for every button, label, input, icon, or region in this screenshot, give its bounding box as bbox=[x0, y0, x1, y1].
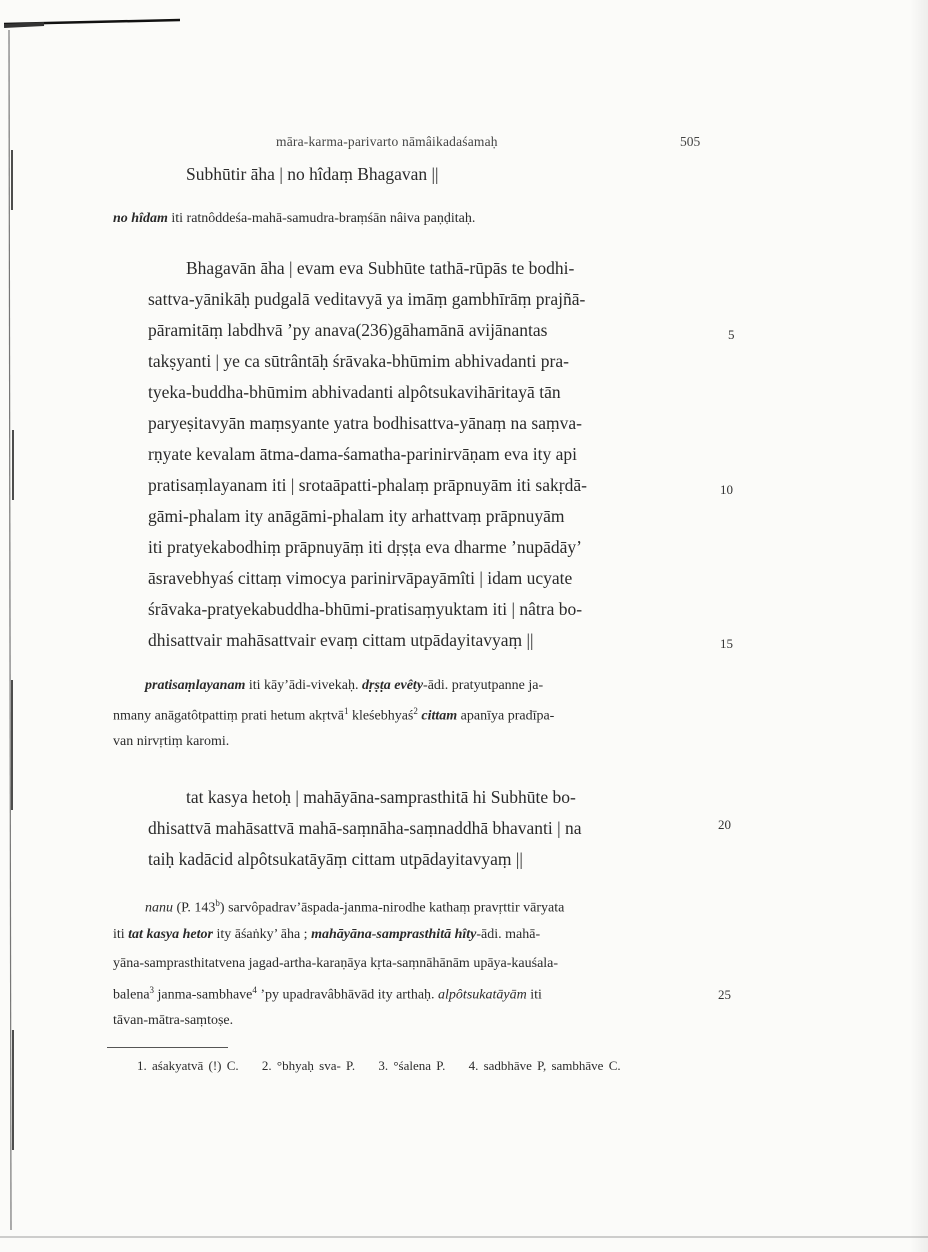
commentary-line bbox=[113, 927, 540, 943]
main-text-line: dhisattvā mahāsattvā mahā-saṃnāha-saṃnaddhā bhavanti | na bbox=[148, 818, 582, 838]
main-text-line: sattva-yānikāḥ pudgalā veditavyā ya imāṃ gambhīrāṃ prajñā- bbox=[148, 289, 586, 309]
main-text-line: pāramitāṃ labdhvā ’py anava(236)gāhamānā avijānantas bbox=[148, 320, 548, 340]
commentary-line: yāna-samprasthitatvena jagad-artha-karaṇāya kṛta-saṃnāhānām upāya-kauśala- bbox=[113, 956, 559, 971]
commentary-term: cittam bbox=[421, 708, 458, 724]
commentary-text: (P. 143 bbox=[173, 900, 216, 916]
chapter-title: māra-karma-parivarto nāmâikadaśamaḥ bbox=[276, 134, 498, 149]
commentary-text: ity āśaṅky’ āha ; bbox=[212, 927, 312, 942]
footnote-ref: 4 bbox=[252, 985, 257, 995]
commentary-text: apanīya pradīpa- bbox=[457, 708, 555, 724]
commentary-term: alpôtsukatāyām bbox=[438, 987, 527, 1003]
main-text-line: takṣyanti | ye ca sūtrântāḥ śrāvaka-bhūmim abhivadanti pra- bbox=[148, 351, 569, 371]
commentary-line bbox=[113, 985, 542, 1004]
footnote: 1. aśakyatvā (!) C. bbox=[137, 1058, 239, 1073]
footnote-ref: 1 bbox=[343, 706, 349, 716]
commentary-text: iti kāy’ādi-vivekaḥ. bbox=[245, 678, 362, 693]
footnote-ref: 3 bbox=[149, 985, 155, 995]
footnote: 4. sadbhāve P, sambhāve C. bbox=[468, 1058, 621, 1073]
commentary-text: kleśebhyaś bbox=[348, 708, 414, 724]
footnote: 2. °bhyaḥ sva- P. bbox=[261, 1058, 356, 1073]
commentary-line bbox=[145, 678, 543, 694]
main-text-line: tyeka-buddha-bhūmim abhivadanti alpôtsukavihāritayā tān bbox=[148, 382, 561, 402]
main-text-line: Subhūtir āha | no hîdaṃ Bhagavan || bbox=[186, 164, 439, 184]
main-text-line: tat kasya hetoḥ | mahāyāna-samprasthitā hi Subhūte bo- bbox=[186, 787, 576, 807]
main-text-line: paryeṣitavyān maṃsyante yatra bodhisattva-yānaṃ na saṃva- bbox=[148, 413, 582, 433]
main-text-line: pratisaṃlayanam iti | srotaāpatti-phalaṃ prāpnuyām iti sakṛdā- bbox=[148, 475, 587, 495]
main-text-line: āsravebhyaś cittaṃ vimocya parinirvāpayāmîti | idam ucyate bbox=[148, 568, 573, 588]
commentary-text: ) sarvôpadrav’āspada-janma-nirodhe kathaṃ pravṛttir vāryata bbox=[219, 900, 565, 916]
commentary-line: van nirvṛtiṃ karomi. bbox=[113, 734, 230, 749]
commentary-term: no hîdam bbox=[113, 211, 168, 226]
footnote-rule bbox=[107, 1047, 228, 1048]
main-text-line: Bhagavān āha | evam eva Subhūte tathā-rūpās te bodhi- bbox=[186, 258, 575, 278]
scan-edge-left bbox=[3, 30, 19, 1230]
commentary-term: pratisaṃlayanam bbox=[145, 678, 246, 693]
commentary-text: balena bbox=[113, 987, 150, 1003]
commentary-text: janma-sambhave bbox=[154, 987, 253, 1003]
page-number: 505 bbox=[680, 134, 701, 149]
commentary-text: iti ratnôddeśa-mahā-samudra-braṃśān nâiva paṇḍitaḥ. bbox=[167, 211, 476, 226]
folio-sup: b bbox=[215, 898, 220, 908]
main-text-line: iti pratyekabodhiṃ prāpnuyāṃ iti dṛṣṭa eva dharme ’nupādāy’ bbox=[148, 537, 582, 557]
main-text-line: rṇyate kevalam ātma-dama-śamatha-parinirvāṇam eva ity api bbox=[148, 444, 578, 464]
commentary-text: -ādi. mahā- bbox=[476, 927, 541, 942]
commentary-term: dṛṣṭa evêty bbox=[362, 678, 424, 693]
line-number: 15 bbox=[720, 636, 733, 651]
line-number: 20 bbox=[718, 817, 731, 832]
scan-edge-top bbox=[4, 18, 180, 34]
commentary-text: nmany anāgatôtpattiṃ prati hetum akṛtvā bbox=[113, 708, 344, 724]
scan-edge-right bbox=[910, 0, 928, 1252]
footnotes bbox=[137, 1058, 639, 1074]
scan-edge-bottom bbox=[0, 1236, 928, 1238]
commentary-line bbox=[145, 898, 564, 917]
commentary-term: nanu bbox=[145, 900, 173, 916]
commentary-line bbox=[113, 706, 554, 725]
line-number: 10 bbox=[720, 482, 733, 497]
commentary-line: tāvan-mātra-saṃtoṣe. bbox=[113, 1013, 234, 1028]
commentary-text: iti bbox=[113, 927, 129, 942]
footnote-ref: 2 bbox=[413, 706, 418, 716]
commentary-line bbox=[113, 211, 475, 227]
main-text-line: gāmi-phalam ity anāgāmi-phalam ity arhattvaṃ prāpnuyām bbox=[148, 506, 565, 526]
line-number: 5 bbox=[728, 327, 735, 342]
commentary-term: tat kasya hetor bbox=[128, 927, 213, 942]
footnote: 3. °śalena P. bbox=[378, 1058, 446, 1073]
main-text-line: śrāvaka-pratyekabuddha-bhūmi-pratisaṃyuktam iti | nâtra bo- bbox=[148, 599, 583, 619]
commentary-text: iti bbox=[526, 987, 542, 1003]
commentary-text: -ādi. pratyutpanne ja- bbox=[423, 678, 544, 693]
main-text-line: taiḥ kadācid alpôtsukatāyāṃ cittam utpādayitavyaṃ || bbox=[148, 849, 523, 869]
commentary-term: mahāyāna-samprasthitā hîty bbox=[311, 927, 477, 942]
line-number: 25 bbox=[718, 987, 731, 1002]
main-text-line: dhisattvair mahāsattvair evaṃ cittam utpādayitavyaṃ || bbox=[148, 630, 534, 650]
commentary-text: ’py upadravâbhāvād ity arthaḥ. bbox=[256, 987, 439, 1003]
